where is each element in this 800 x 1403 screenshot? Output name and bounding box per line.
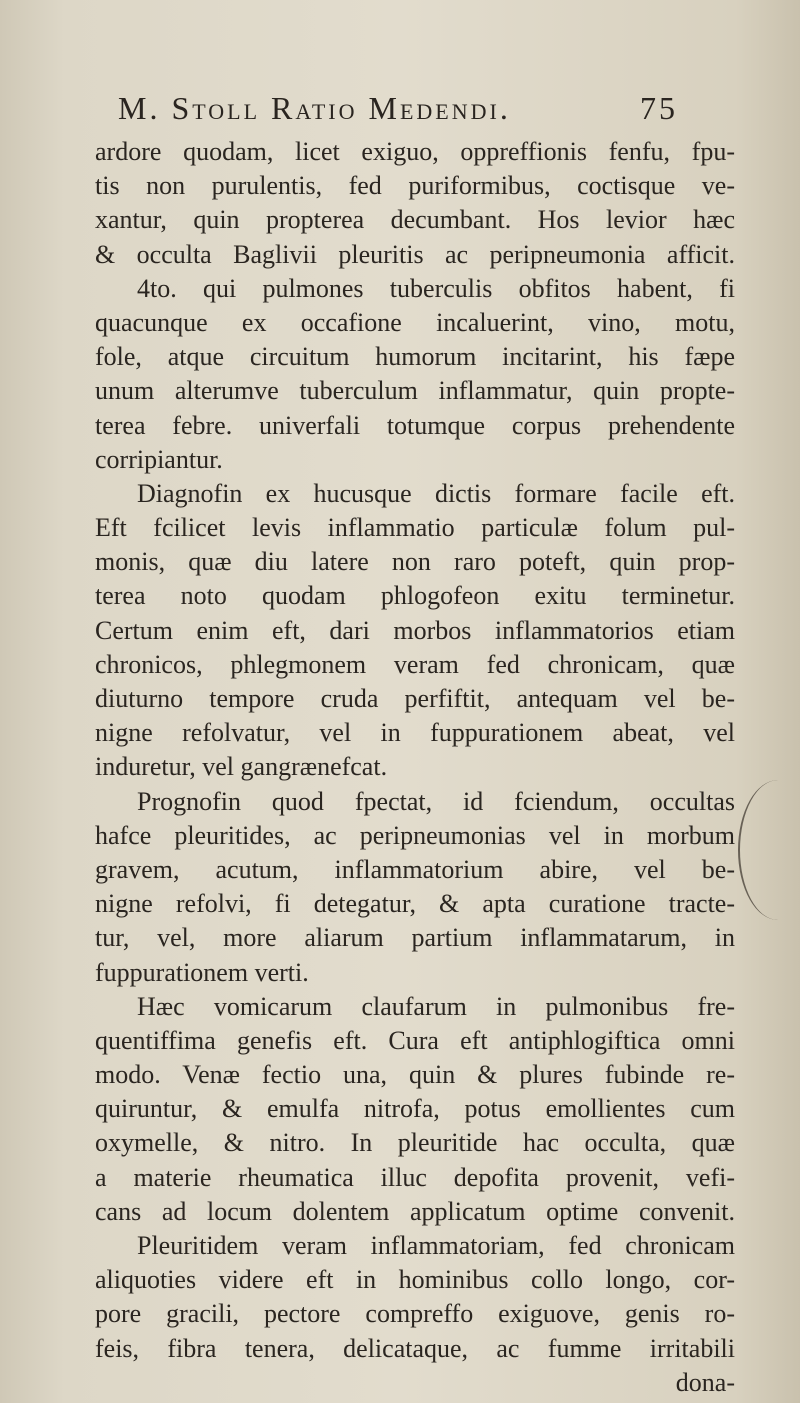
text-line: xantur, quin propterea decumbant. Hos levior hæc	[95, 205, 735, 235]
text-line: nigne refolvi, fi detegatur, & apta curatione tracte-	[95, 889, 735, 919]
text-line: & occulta Baglivii pleuritis ac peripneumonia afficit.	[95, 239, 735, 269]
text-line: Hæc vomicarum claufarum in pulmonibus fre-	[137, 991, 735, 1021]
page-curl-shadow	[738, 780, 800, 920]
text-line: ardore quodam, licet exiguo, oppreffionis fenfu, fpu-	[95, 137, 735, 166]
text-line: chronicos, phlegmonem veram fed chronicam, quæ	[95, 649, 735, 679]
header-title: M. Stoll Ratio Medendi.	[118, 90, 511, 126]
text-line: 4to. qui pulmones tuberculis obfitos habent, fi	[137, 273, 735, 303]
text-line: diuturno tempore cruda perfiftit, antequam vel be-	[95, 684, 735, 713]
text-line: tis non purulentis, fed puriformibus, coctisque ve-	[95, 171, 735, 201]
text-line: quacunque ex occafione incaluerint, vino, motu,	[95, 307, 735, 337]
text-line: corripiantur.	[95, 444, 223, 474]
text-line: Prognofin quod fpectat, id fciendum, occultas	[137, 786, 735, 816]
page-number: 75	[640, 90, 678, 126]
text-line: a materie rheumatica illuc depofita provenit, vefi-	[95, 1162, 735, 1192]
text-line: induretur, vel gangrænefcat.	[95, 752, 388, 782]
text-line: Eft fcilicet levis inflammatio particulæ folum pul-	[95, 513, 735, 543]
text-line: pore gracili, pectore compreffo exiguove, genis ro-	[95, 1299, 735, 1329]
text-line: quiruntur, & emulfa nitrofa, potus emollientes cum	[95, 1094, 735, 1124]
text-line: tur, vel, more aliarum partium inflammatarum, in	[95, 923, 735, 953]
text-line: modo. Venæ fectio una, quin & plures fubinde re-	[95, 1060, 735, 1090]
text-line: hafce pleuritides, ac peripneumonias vel in morbum	[95, 820, 735, 850]
text-line: fole, atque circuitum humorum incitarint, his fæpe	[95, 342, 735, 372]
text-line: Pleuritidem veram inflammatoriam, fed chronicam	[137, 1231, 735, 1260]
text-line: aliquoties videre eft in hominibus collo longo, cor-	[95, 1265, 735, 1295]
text-line: cans ad locum dolentem applicatum optime convenit.	[95, 1196, 735, 1226]
body-text	[95, 135, 735, 1400]
catchword: dona-	[675, 1367, 735, 1397]
running-header	[118, 90, 678, 127]
text-line: terea febre. univerfali totumque corpus prehendente	[95, 410, 735, 440]
text-line: Certum enim eft, dari morbos inflammatorios etiam	[95, 615, 735, 645]
text-line: gravem, acutum, inflammatorium abire, vel be-	[95, 854, 735, 884]
text-line: terea noto quodam phlogofeon exitu terminetur.	[95, 581, 735, 611]
text-line: monis, quæ diu latere non raro poteft, quin prop-	[95, 547, 735, 577]
text-line: Diagnofin ex hucusque dictis formare facile eft.	[137, 478, 735, 508]
text-line: quentiffima genefis eft. Cura eft antiphlogiftica omni	[95, 1025, 735, 1055]
text-line: feis, fibra tenera, delicataque, ac fumme irritabili	[95, 1333, 735, 1363]
text-line: oxymelle, & nitro. In pleuritide hac occulta, quæ	[95, 1128, 735, 1158]
text-line: nigne refolvatur, vel in fuppurationem abeat, vel	[95, 718, 735, 748]
text-line: unum alterumve tuberculum inflammatur, quin propte-	[95, 376, 735, 406]
text-line: fuppurationem verti.	[95, 957, 309, 987]
